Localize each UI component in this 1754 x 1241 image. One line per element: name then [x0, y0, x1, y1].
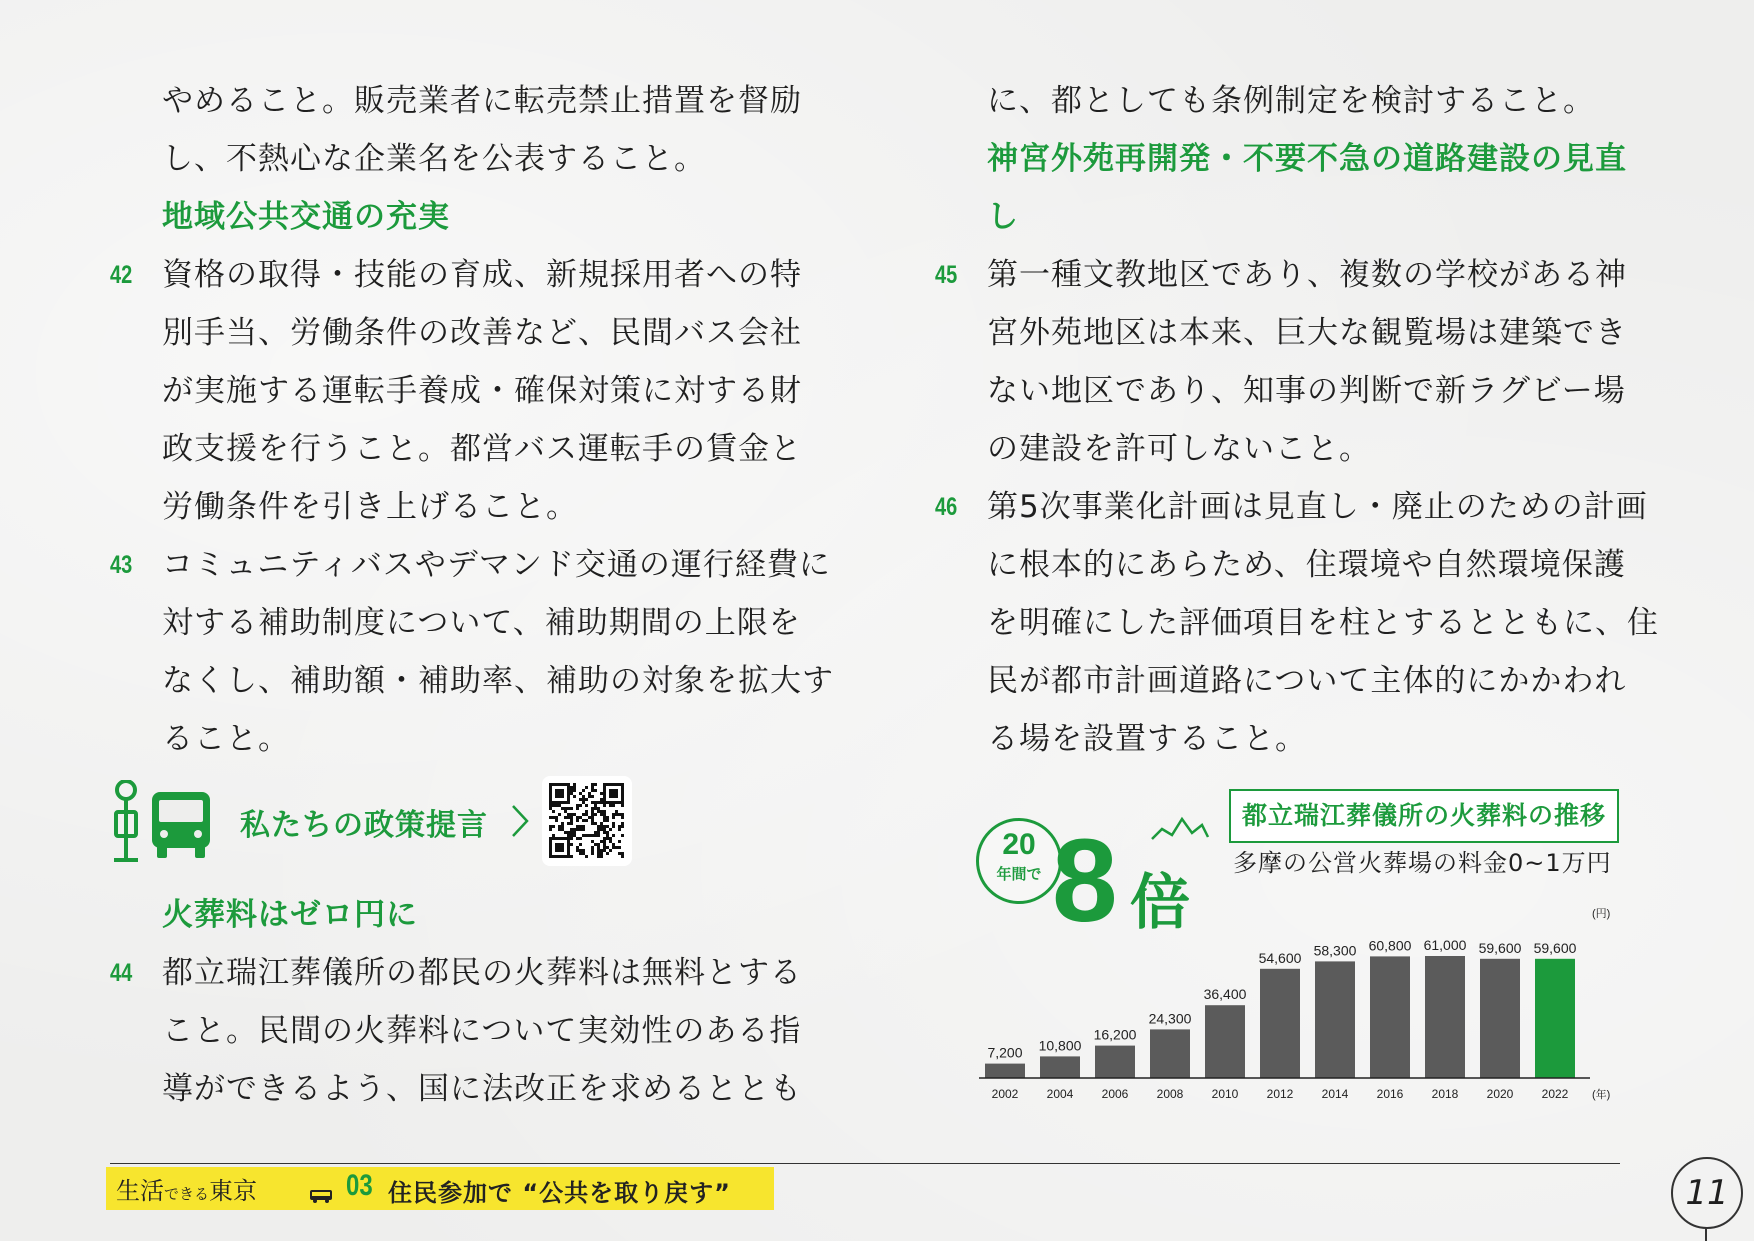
left-column [110, 72, 834, 768]
bar-value-label: 24,300 [1148, 1010, 1192, 1027]
text-line: に、都としても条例制定を検討すること。 [987, 83, 1595, 119]
bar-2020 [1480, 959, 1520, 1078]
bar-value-label: 60,800 [1368, 937, 1412, 954]
badge-multiplier-unit: 倍 [1130, 868, 1190, 938]
x-tick-label: 2002 [991, 1087, 1019, 1101]
bus-stop-icon [110, 780, 142, 864]
item-number: 46 [935, 493, 958, 521]
footer-chapter-title: 住民参加で “公共を取り戻す” [388, 1179, 731, 1207]
x-tick-label: 2014 [1321, 1087, 1349, 1101]
page-number: 11 [1671, 1157, 1743, 1229]
bar-value-label: 7,200 [987, 1044, 1023, 1061]
bar-2002 [985, 1064, 1025, 1078]
badge-years: 20 [1002, 828, 1036, 861]
policy-item-44 [110, 944, 830, 1118]
text-line: 第5次事業化計画は見直し・廃止のための計画 [987, 489, 1648, 525]
text-line: 対する補助制度について、補助期間の上限を [162, 605, 801, 641]
footer-brand-a: 生活 [116, 1177, 164, 1205]
twenty-years-badge [976, 818, 1062, 904]
text-line: 宮外苑地区は本来、巨大な観覧場は建築でき [987, 315, 1627, 351]
text-line: 第一種文教地区であり、複数の学校がある神 [987, 257, 1627, 293]
footer-brand-c: 東京 [209, 1177, 258, 1205]
section-heading-transit: 地域公共交通の充実 [162, 199, 450, 235]
x-tick-label: 2008 [1156, 1087, 1184, 1101]
text-line: ること。 [162, 721, 290, 757]
bar-2018 [1425, 956, 1465, 1078]
right-column [935, 72, 1659, 768]
footer-band [106, 1167, 774, 1210]
bar-2012 [1260, 969, 1300, 1078]
text-line: ない地区であり、知事の判断で新ラグビー場 [987, 373, 1626, 409]
bar-value-label: 36,400 [1203, 986, 1247, 1003]
text-line: を明確にした評価項目を柱とするとともに、住 [987, 605, 1659, 641]
text-line: の建設を許可しないこと。 [987, 431, 1371, 467]
bar-2006 [1095, 1046, 1135, 1078]
policy-item-45 [935, 246, 1655, 478]
text-line: 政支援を行うこと。都営バス運転手の賃金と [162, 431, 802, 467]
footer-chapter-number: 03 [346, 1169, 373, 1202]
bar-value-label: 61,000 [1423, 937, 1467, 953]
cremation-fee-bar-chart [975, 895, 1640, 1105]
item-number: 42 [110, 261, 133, 289]
page-number-tick [1705, 1227, 1707, 1241]
bar-value-label: 16,200 [1093, 1026, 1137, 1043]
x-tick-label: 2006 [1101, 1087, 1129, 1101]
bar-value-label: 54,600 [1258, 949, 1302, 966]
item-number: 43 [110, 551, 133, 579]
text-line: 労働条件を引き上げること。 [162, 489, 578, 525]
text-line: コミュニティバスやデマンド交通の運行経費に [162, 547, 831, 583]
text-line: に根本的にあらため、住環境や自然環境保護 [987, 547, 1626, 583]
qr-code[interactable] [542, 776, 632, 866]
x-tick-label: 2010 [1211, 1087, 1239, 1101]
policy-item-46 [935, 478, 1659, 768]
text-line: こと。民間の火葬料について実効性のある指 [162, 1013, 802, 1049]
x-unit-label: (年) [1592, 1089, 1611, 1101]
chart-title: 都立瑞江葬儀所の火葬料の推移 [1241, 801, 1606, 830]
badge-multiplier: 8 [1052, 815, 1118, 947]
text-line: し、不熱心な企業名を公表すること。 [162, 141, 706, 177]
text-line: 導ができるよう、国に法改正を求めるととも [162, 1071, 802, 1107]
x-tick-label: 2022 [1541, 1087, 1569, 1101]
text-line: 資格の取得・技能の育成、新規採用者への特 [162, 257, 802, 293]
bar-2022 [1535, 959, 1575, 1078]
section-heading-cremation: 火葬料はゼロ円に [162, 897, 418, 933]
x-tick-label: 2020 [1486, 1087, 1514, 1101]
policy-item-42 [110, 246, 830, 536]
bar-value-label: 59,600 [1478, 939, 1522, 956]
footer-brand [116, 1171, 257, 1206]
text-line: なくし、補助額・補助率、補助の対象を拡大す [162, 663, 834, 699]
bar-2008 [1150, 1029, 1190, 1078]
qr-code-icon [542, 776, 632, 866]
emphasis-spark-icon [1150, 815, 1210, 845]
left-column-lower [110, 886, 830, 1118]
section-heading-jingu-cont: し [987, 199, 1019, 235]
footer-bus-icon [309, 1189, 333, 1203]
bar-2004 [1040, 1056, 1080, 1078]
item-number: 45 [935, 261, 958, 289]
bar-2010 [1205, 1005, 1245, 1078]
chevron-right-icon [510, 804, 530, 838]
bar-2016 [1370, 956, 1410, 1078]
footer-brand-b: できる [164, 1185, 210, 1203]
x-tick-label: 2016 [1376, 1087, 1404, 1101]
text-line: 都立瑞江葬儀所の都民の火葬料は無料とする [162, 955, 802, 991]
policy-proposal-link[interactable] [110, 776, 670, 866]
bar-value-label: 59,600 [1533, 939, 1577, 956]
policy-item-43 [110, 536, 834, 768]
bus-icon [150, 790, 212, 860]
x-tick-label: 2012 [1266, 1087, 1294, 1101]
chart-subtitle: 多摩の公営火葬場の料金0~1万円 [1233, 849, 1612, 877]
policy-link-label: 私たちの政策提言 [240, 808, 488, 843]
text-line: 民が都市計画道路について主体的にかかわれ [987, 663, 1627, 699]
y-unit-label: (円) [1592, 908, 1611, 920]
x-tick-label: 2004 [1046, 1087, 1074, 1101]
footer-rule [110, 1163, 1620, 1164]
badge-years-label: 年間で [996, 865, 1042, 883]
text-line: 別手当、労働条件の改善など、民間バス会社 [162, 315, 802, 351]
bar-value-label: 10,800 [1038, 1037, 1082, 1054]
bar-2014 [1315, 961, 1355, 1078]
text-line: る場を設置すること。 [987, 721, 1307, 757]
chart-title-box [1229, 789, 1619, 843]
item-number: 44 [110, 959, 133, 987]
text-line: やめること。販売業者に転売禁止措置を督励 [162, 83, 802, 119]
x-tick-label: 2018 [1431, 1087, 1459, 1101]
bar-value-label: 58,300 [1313, 942, 1357, 959]
section-heading-jingu: 神宮外苑再開発・不要不急の道路建設の見直 [987, 141, 1627, 177]
text-line: が実施する運転手養成・確保対策に対する財 [162, 373, 802, 409]
